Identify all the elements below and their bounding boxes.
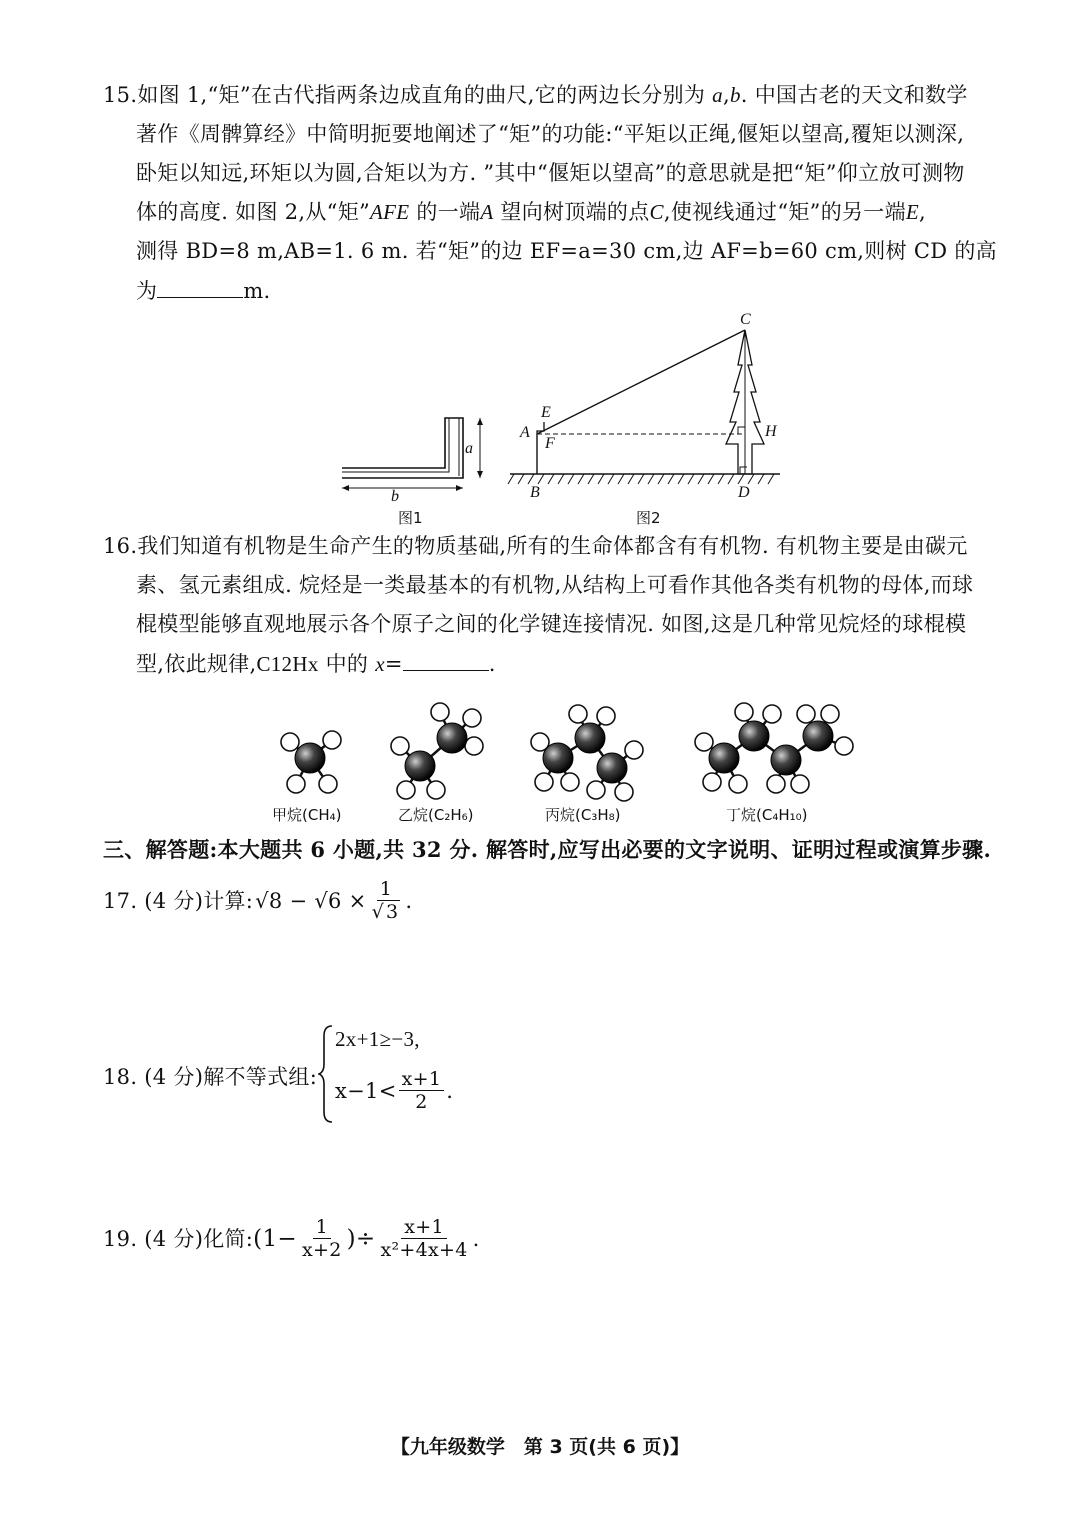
molecule-label-methane: 甲烷(CH₄)	[272, 806, 342, 824]
fig2-label-H: H	[765, 423, 777, 440]
q16-line2: 素、氢元素组成. 烷烃是一类最基本的有机物,从结构上可看作其他各类有机物的母体,而球	[136, 573, 974, 597]
molecule-label-propane: 丙烷(C₃H₈)	[545, 806, 621, 824]
carbon-atoms	[295, 721, 833, 783]
section-3-heading: 三、解答题:本大题共 6 小题,共 32 分. 解答时,应写出必要的文字说明、证明过程或演算步骤.	[103, 837, 992, 862]
q15-line3: 卧矩以知远,环矩以为圆,合矩以为方. ”其中“偃矩以望高”的意思就是把“矩”仰立放可测物	[136, 161, 965, 185]
q16-answer-blank[interactable]	[403, 644, 489, 671]
figure-1	[330, 410, 490, 510]
q19-fraction-2: $\frac{x+1}{\text{x²+4x+4}}$	[380, 1216, 468, 1261]
q15-line2: 著作《周髀算经》中简明扼要地阐述了“矩”的功能:“平矩以正绳,偃矩以望高,覆矩以测深,	[136, 122, 965, 146]
q17-fraction: $\frac{1}{√ 3}$	[371, 878, 399, 923]
fig2-label-F: F	[545, 435, 555, 452]
molecule-models	[260, 680, 860, 810]
q15-line4: 体的高度. 如图 2,从“矩”AFE 的一端A 望向树顶端的点C,使视线通过“矩”的另一端E,	[136, 200, 927, 224]
q18-brace	[318, 1024, 334, 1124]
fig1-label-a: a	[465, 440, 473, 457]
page-footer: 【九年级数学 第 3 页(共 6 页)】	[390, 1436, 690, 1458]
fig1-caption: 图1	[398, 509, 423, 527]
fig1-label-b: b	[391, 488, 399, 505]
square-inner	[342, 418, 449, 472]
q16-line3: 棍模型能够直观地展示各个原子之间的化学键连接情况. 如图,这是几种常见烷烃的球棍模	[136, 612, 967, 636]
fig2-label-B: B	[530, 484, 540, 501]
q15-line1: 15.如图 1,“矩”在古代指两条边成直角的曲尺,它的两边长分别为 a,b. 中国古老的天文和数学	[103, 83, 968, 107]
q19: 19. (4 分)化简: (1− $\frac{1}{x+2}$ )÷ $\frac{x+1}{\text{x²+4x+4}}$ .	[103, 1216, 480, 1261]
formula-C12Hx: C12Hx	[256, 652, 319, 676]
q16-line1: 16.我们知道有机物是生命产生的物质基础,所有的生命体都含有有机物. 有机物主要是由碳元	[103, 534, 968, 558]
q15-number: 15.	[103, 83, 138, 107]
q18-fraction: $\frac{x+1}{2}$	[399, 1068, 445, 1113]
q17-expression: √8 − √6 ×	[255, 888, 367, 913]
molecule-label-butane: 丁烷(C₄H₁₀)	[726, 806, 808, 824]
q15-line6: 为 m.	[136, 271, 271, 311]
q19-fraction-1: $\frac{1}{x+2}$	[301, 1216, 342, 1261]
q18-row1: 2x+1≥−3,	[335, 1027, 420, 1051]
q15-line5: 测得 BD=8 m,AB=1. 6 m. 若“矩”的边 EF=a=30 cm,边 AF=b=60 cm,则树 CD 的高	[136, 239, 997, 263]
q16-number: 16.	[103, 534, 138, 558]
sightline-AC	[537, 330, 745, 434]
fig2-label-A: A	[520, 424, 530, 441]
fig2-label-E: E	[541, 404, 551, 421]
fig2-label-D: D	[738, 484, 750, 501]
q17: 17. (4 分)计算: √8 − √6 × $\frac{1}{√ 3}$ .	[103, 878, 413, 923]
fig2-caption: 图2	[636, 509, 661, 527]
q15-answer-blank[interactable]	[157, 271, 243, 298]
square-outer	[342, 418, 463, 478]
q18-row2: x−1< $\frac{x+1}{2}$ .	[335, 1068, 454, 1113]
q18-prefix: 18. (4 分)解不等式组:	[103, 1065, 318, 1089]
q16-line4: 型,依此规律,C12Hx 中的 x= .	[136, 644, 496, 684]
ground-hatching	[508, 474, 774, 484]
molecule-label-ethane: 乙烷(C₂H₆)	[398, 806, 474, 824]
fig2-label-C: C	[740, 311, 751, 328]
